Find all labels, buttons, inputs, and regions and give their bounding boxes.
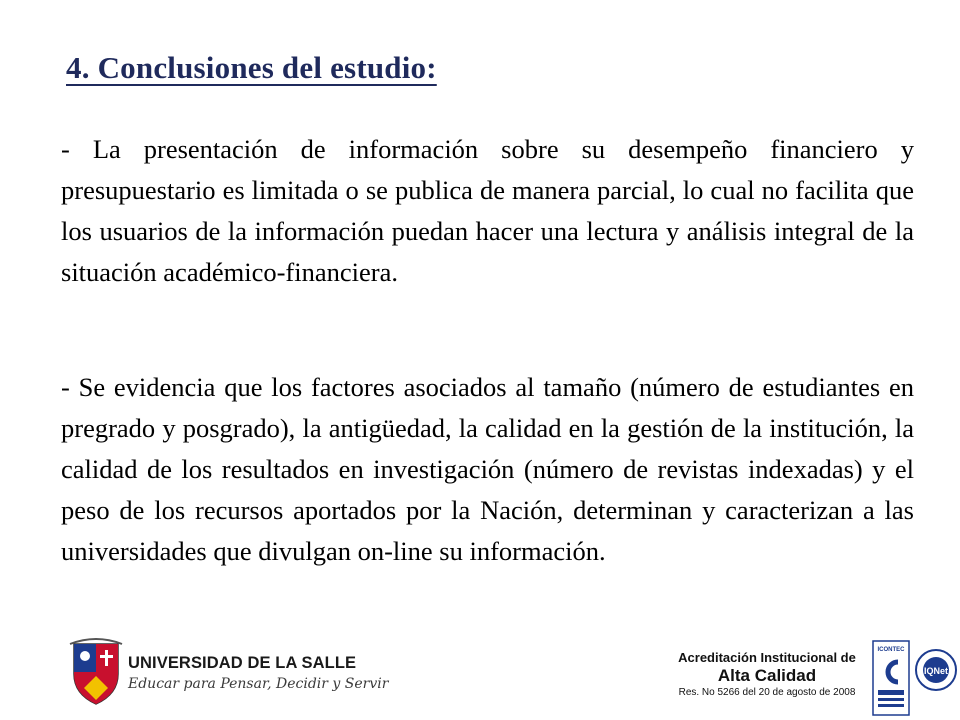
icontec-certification-icon [872, 640, 910, 716]
slide-title: 4. Conclusiones del estudio: [66, 50, 437, 85]
university-logo-block [68, 636, 389, 708]
university-shield-icon [68, 636, 124, 706]
accreditation-line-1: Acreditación Institucional de [678, 650, 856, 665]
university-slogan: Educar para Pensar, Decidir y Servir [128, 676, 389, 692]
iqnet-certification-icon [914, 648, 958, 692]
iqnet-label: IQNet [923, 666, 949, 676]
university-name: UNIVERSIDAD DE LA SALLE [128, 654, 357, 672]
icontec-label: ICONTEC [877, 647, 905, 653]
conclusion-paragraph-2: - Se evidencia que los factores asociados al tamaño (número de estudiantes en pregrado y posgrado), la antigüedad, la calidad en la gestión de la institución, la calidad de los resultados en investigación (número de revistas indexadas) y el peso de los recursos aportados por la Nación, determinan y caracterizan a las universidades que divulgan on-line su información. [61, 372, 914, 566]
conclusion-paragraph-1: - La presentación de información sobre su desempeño financiero y presupuestario es limitada o se publica de manera parcial, lo cual no facilita que los usuarios de la información puedan hacer una lectura y análisis integral de la situación académico-financiera. [61, 134, 914, 287]
accreditation-line-2: Alta Calidad [717, 666, 817, 685]
accreditation-block [672, 650, 862, 702]
accreditation-resolution: Res. No 5266 del 20 de agosto de 2008 [678, 687, 856, 698]
